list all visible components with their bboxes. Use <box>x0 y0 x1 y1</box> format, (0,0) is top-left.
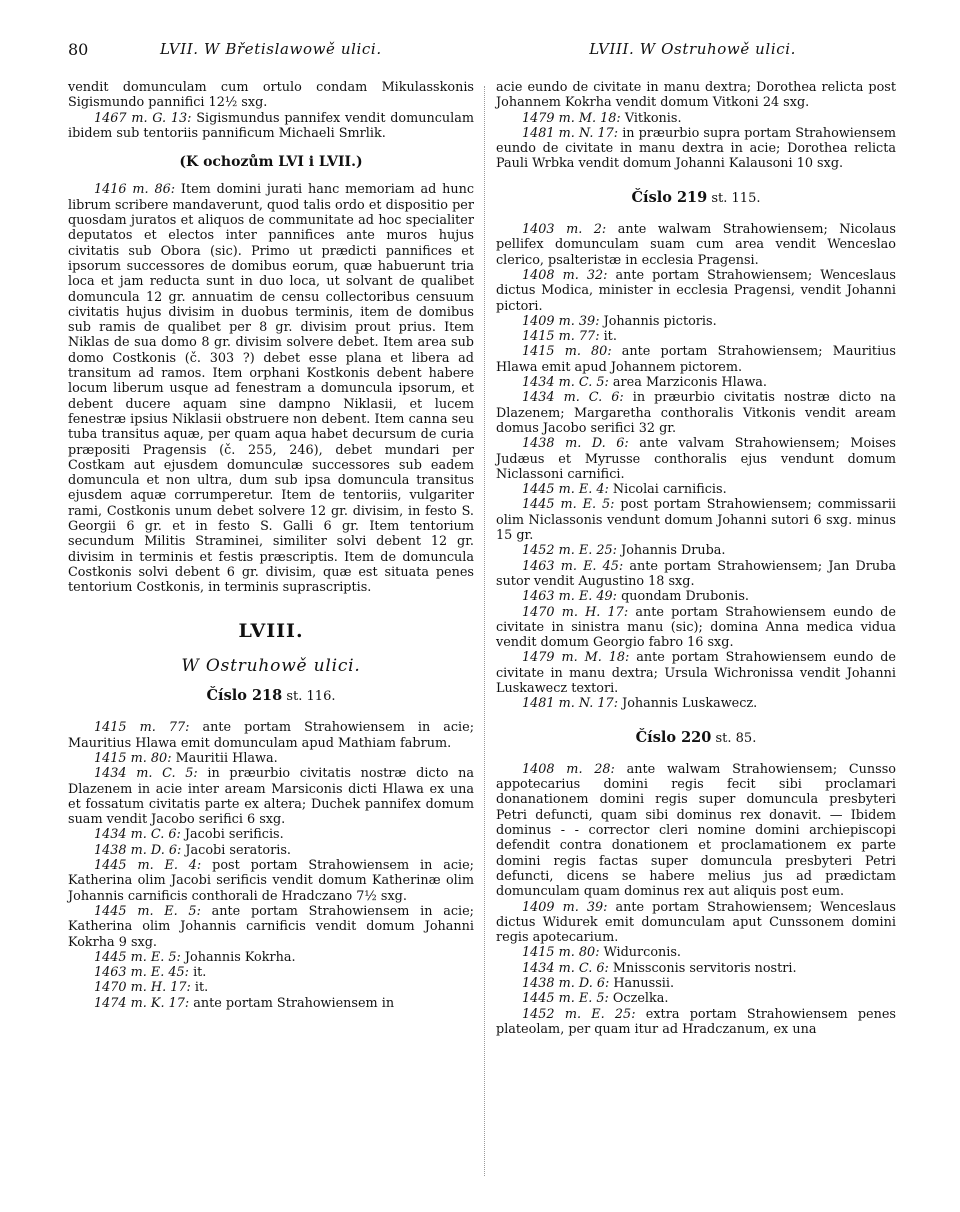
page-header <box>68 40 892 64</box>
entry <box>68 996 474 1011</box>
entry-text: ante valvam Strahowiensem; Moises Judæus et Myrusse conthoralis ejus vendunt domum Niclassoni carnifici. <box>496 436 896 482</box>
entry <box>68 858 474 904</box>
entry-text: ante portam Strahowiensem; Jan Druba sutor vendit Augustino 18 sxg. <box>496 558 896 589</box>
entry-ref: 1438 m. D. 6: <box>522 436 629 452</box>
entry <box>496 961 896 976</box>
entry <box>496 344 896 375</box>
entry-text: Jacobi seratoris. <box>185 842 291 858</box>
entry <box>496 543 896 558</box>
entry-ref: 1416 m. 86: <box>94 182 176 198</box>
house-number-heading <box>496 730 896 746</box>
entry-ref: 1434 m. C. 5: <box>522 375 609 391</box>
entry <box>68 950 474 965</box>
right-column <box>496 80 896 1180</box>
house-number-label: Číslo 218 <box>206 687 283 705</box>
entry <box>496 650 896 696</box>
entry-text: Jacobi serificis. <box>184 827 284 843</box>
entry <box>496 605 896 651</box>
entry-ref: 1408 m. 28: <box>522 761 615 777</box>
entry-ref: 1434 m. C. 5: <box>94 766 198 782</box>
entry-text: it. <box>193 965 207 981</box>
entry <box>496 991 896 1006</box>
entry-text: Oczelka. <box>612 991 669 1007</box>
entry-ref: 1474 m. K. 17: <box>94 995 190 1011</box>
column-divider <box>484 86 485 1176</box>
entry-ref: 1409 m. 39: <box>522 899 608 915</box>
house-number-heading <box>68 688 474 704</box>
entry-text: Nicolai carnificis. <box>612 482 727 498</box>
entry-ref: 1463 m. E. 45: <box>522 558 624 574</box>
entry <box>68 827 474 842</box>
entry-ref: 1438 m. D. 6: <box>522 976 610 992</box>
entry-text: ante portam Strahowiensem in acie; Mauritius Hlawa emit domunculam apud Mathiam fabrum. <box>68 720 475 751</box>
entry <box>68 965 474 980</box>
entry-text: Hanussii. <box>613 976 675 992</box>
entry <box>68 766 474 827</box>
entry-list <box>496 222 896 712</box>
entry-text: ante portam Strahowiensem eundo de civitate in sinistra manu (sic); domina Anna medica vidua vendit domum Georgio fabro 16 sxg. <box>496 604 897 651</box>
entry-ref: 1481 m. N. 17: <box>522 696 619 712</box>
entry <box>496 222 896 268</box>
entry <box>496 497 896 543</box>
entry <box>496 696 896 711</box>
entry <box>496 111 896 126</box>
entry-ref: 1434 m. C. 6: <box>522 390 624 406</box>
entry-text: in præurbio supra portam Strahowiensem eundo de civitate in manu dextra in acie; Dorothea relicta Pauli Wrbka vendit domum Johanni Kalausoni 10 sxg. <box>496 125 896 172</box>
entry-text: ante portam Strahowiensem eundo de civitate in manu dextra; Ursula Wichronissa vendit Johanni Luskawecz textori. <box>496 650 896 696</box>
paragraph: vendit domunculam cum ortulo condam Mikulasskonis Sigismundo pannifici 12½ sxg. <box>68 80 474 111</box>
entry-text: Mnissconis servitoris nostri. <box>612 960 797 976</box>
entry-ref: 1470 m. H. 17: <box>522 604 629 620</box>
entry-ref: 1452 m. E. 25: <box>522 1006 636 1022</box>
entry-text: ante walwam Strahowiensem; Nicolaus pellifex domunculam suam cum area vendit Wenceslao clerico, psalteristæ in ecclesia Pragensi. <box>496 222 896 268</box>
entry-ref: 1408 m. 32: <box>522 267 608 283</box>
entry-text: post portam Strahowiensem; commissarii olim Niclassonis vendunt domum Johanni sutori 6 sxg. minus 15 gr. <box>496 497 897 544</box>
running-title-left: LVII. W Břetislawowě ulici. <box>160 40 382 58</box>
entry-text: ante portam Strahowiensem; Wenceslaus dictus Widurek emit domunculam aput Cunssonem domini regis apotecarium. <box>496 899 896 946</box>
entry <box>496 1007 896 1038</box>
left-column <box>68 80 474 1180</box>
house-number-st: st. 115. <box>711 190 761 206</box>
entry-ref: 1445 m. E. 4: <box>522 482 609 498</box>
entry-ref: 1403 m. 2: <box>522 222 607 238</box>
entry <box>496 945 896 960</box>
entry-ref: 1445 m. E. 5: <box>94 949 181 965</box>
entry-text: Item domini jurati hanc memoriam ad hunc librum scribere mandaverunt, quod talis ordo et dispositio per quosdam juratos et aliquos de communitate ad hoc specialiter deputatos et electos inter pannifices ante muros hujus civitatis sub Obora (sic). Primo ut prædicti pannifices et ipsorum successores de domibus eorum, quæ habuerunt tria loca et jam reducta sunt in duo loca, ut solvant de qualibet domuncula 12 gr. annuatim de censu collectoribus censuum civitatis hujus divisim in duobus terminis, item de domibus sub ramis de qualibet per 8 gr. divisim prout prius. Item Niklas de sua domo 8 gr. divisim solvere debet. Item area sub domo Costkonis (č. 303 ?) debet esse plana et libera ad transitum ad ramos. Item orphani Kostkonis debent habere locum liberum usque ad fenestram a domuncula ipsorum, et debent ducere aquam sine dampno Niklasii, et lucem fenestræ ipsius Niklasii obstruere non debent. Item canna seu tuba transitus aquæ, per quam aqua habet decursum de curia præpositi Pragensis (č. 255, 246), debet mundari per Costkam aut ejusdem domunculæ successores sub eadem domuncula et non ultra, dum sub ipsa domuncula transitus ejusdem aquæ corrumperetur. Item de tentoriis, vulgariter rami, Costkonis unum debet solvere 12 gr. divisim, in festo S. Georgii 6 gr. et in festo S. Galli 6 gr. Item tentorium secundum Militis Straminei, similiter solvi debent 12 gr. divisim in terminis et festis præscriptis. Item de domuncula Costkonis solvi debent 6 gr. divisim, quæ est situata penes tentorium Costkonis, in terminis suprascriptis. <box>68 182 474 596</box>
entry-ref: 1415 m. 80: <box>522 344 612 360</box>
entry-ref: 1415 m. 77: <box>522 329 600 345</box>
entry-text: Mauritii Hlawa. <box>175 750 278 766</box>
entry-ref: 1463 m. E. 49: <box>522 589 617 605</box>
entry-ref: 1445 m. E. 5: <box>522 991 609 1007</box>
entry-ref: 1452 m. E. 25: <box>522 543 617 559</box>
entry <box>496 375 896 390</box>
street-heading: W Ostruhowě ulici. <box>181 655 361 676</box>
entry-ref: 1445 m. E. 4: <box>94 858 202 874</box>
entry <box>496 559 896 590</box>
entry-text: in præurbio civitatis nostræ dicto na Dlazenem in acie inter aream Marsiconis dicti Hlawa ex una et fossatum civitatis parte ex altera; Duchek pannifex domum suam vendit Jacobo serifici 6 sxg. <box>68 766 474 828</box>
entry <box>496 126 896 172</box>
entry-text: ante portam Strahowiensem; Mauritius Hlawa emit apud Johannem pictorem. <box>496 344 896 375</box>
entry <box>496 436 896 482</box>
entry <box>496 762 896 900</box>
entry <box>496 390 896 436</box>
entry-ref: 1479 m. M. 18: <box>522 110 621 126</box>
entry <box>496 900 896 946</box>
house-number-label: Číslo 219 <box>631 188 708 206</box>
house-number-st: st. 116. <box>286 689 336 705</box>
entry-text: Johannis Druba. <box>621 543 726 559</box>
entry-list <box>496 762 896 1037</box>
entry-ref: 1434 m. C. 6: <box>522 960 609 976</box>
entry-ref: 1470 m. H. 17: <box>94 980 191 996</box>
entry-1416 <box>68 182 474 595</box>
page-number: 80 <box>68 40 89 59</box>
entry-text: Johannis pictoris. <box>603 313 717 329</box>
entry-text: it. <box>603 329 617 345</box>
entry-ref: 1438 m. D. 6: <box>94 842 182 858</box>
entry-text: ante portam Strahowiensem in acie; Katherina olim Johannis carnificis vendit domum Johanni Kokrha 9 sxg. <box>68 903 474 950</box>
entry-text: Johannis Kokrha. <box>184 949 296 965</box>
entry <box>68 720 474 751</box>
entry <box>496 482 896 497</box>
entry <box>68 843 474 858</box>
entry-text: ante portam Strahowiensem in <box>193 995 395 1011</box>
entry-text: post portam Strahowiensem in acie; Katherina olim Jacobi serificis vendit domum Katherinæ olim Johannis carnificis conthorali de Hradczano 7½ sxg. <box>68 858 474 904</box>
entry-text: Johannis Luskawecz. <box>622 696 758 712</box>
entry-text: extra portam Strahowiensem penes plateolam, per quam itur ad Hradczanum, ex una <box>496 1006 896 1037</box>
entry-ref: 1409 m. 39: <box>522 313 600 329</box>
entry <box>496 329 896 344</box>
chapter-heading: LVIII. <box>238 619 304 642</box>
entry-text: it. <box>194 980 209 996</box>
entry-text: area Marziconis Hlawa. <box>612 375 767 391</box>
entry-1467 <box>68 111 474 142</box>
entry-text: ante portam Strahowiensem; Wenceslaus dictus Modica, minister in ecclesia Pragensi, vendit Johanni pictori. <box>496 267 896 314</box>
entry <box>496 314 896 329</box>
entry-ref: 1445 m. E. 5: <box>94 903 201 919</box>
paragraph: acie eundo de civitate in manu dextra; Dorothea relicta post Johannem Kokrha vendit domum Vitkoni 24 sxg. <box>496 80 896 111</box>
entry <box>68 904 474 950</box>
entry-ref: 1445 m. E. 5: <box>522 497 615 513</box>
entry <box>496 976 896 991</box>
entry-ref: 1481 m. N. 17: <box>522 125 619 141</box>
entry-list <box>68 720 474 1011</box>
entry-text: ante walwam Strahowiensem; Cunsso appotecarius domini regis fecit sibi proclamari donanationem domini regis super domuncula presbyteri Petri defuncti, quam sibi dominus rex donavit. — Ibidem dominus - - corrector cleri nomine domini archiepiscopi defendit contra donationem et proclamationem ex parte domini regis factas super domuncula presbyteri Petri defuncti, dicens se habere melius jus ad prædictam domunculam quam dominus rex aut aliquis post eum. <box>496 761 896 900</box>
entry <box>68 751 474 766</box>
entry-ref: 1467 m. G. 13: <box>94 110 192 126</box>
section-heading: (K ochozům LVI i LVII.) <box>179 154 363 171</box>
house-number-heading <box>496 190 896 206</box>
entry <box>496 589 896 604</box>
house-number-label: Číslo 220 <box>635 728 712 746</box>
entry-text: Vitkonis. <box>624 110 682 126</box>
entry-list <box>496 111 896 172</box>
entry-ref: 1415 m. 77: <box>94 720 190 736</box>
entry-ref: 1434 m. C. 6: <box>94 827 181 843</box>
entry <box>68 980 474 995</box>
running-title-right: LVIII. W Ostruhowě ulici. <box>589 40 796 58</box>
entry-ref: 1415 m. 80: <box>94 750 172 766</box>
entry <box>496 268 896 314</box>
entry-ref: 1479 m. M. 18: <box>522 650 630 666</box>
entry-text: Widurconis. <box>603 945 681 961</box>
entry-ref: 1415 m. 80: <box>522 945 600 961</box>
house-number-st: st. 85. <box>715 730 757 746</box>
entry-ref: 1463 m. E. 45: <box>94 965 189 981</box>
entry-text: quondam Drubonis. <box>621 589 749 605</box>
entry-text: Sigismundus pannifex vendit domunculam ibidem sub tentoriis pannificum Michaeli Smrlik. <box>68 110 474 141</box>
entry-text: in præurbio civitatis nostræ dicto na Dlazenem; Margaretha conthoralis Vitkonis vendit aream domus Jacobo serifici 32 gr. <box>496 390 896 436</box>
